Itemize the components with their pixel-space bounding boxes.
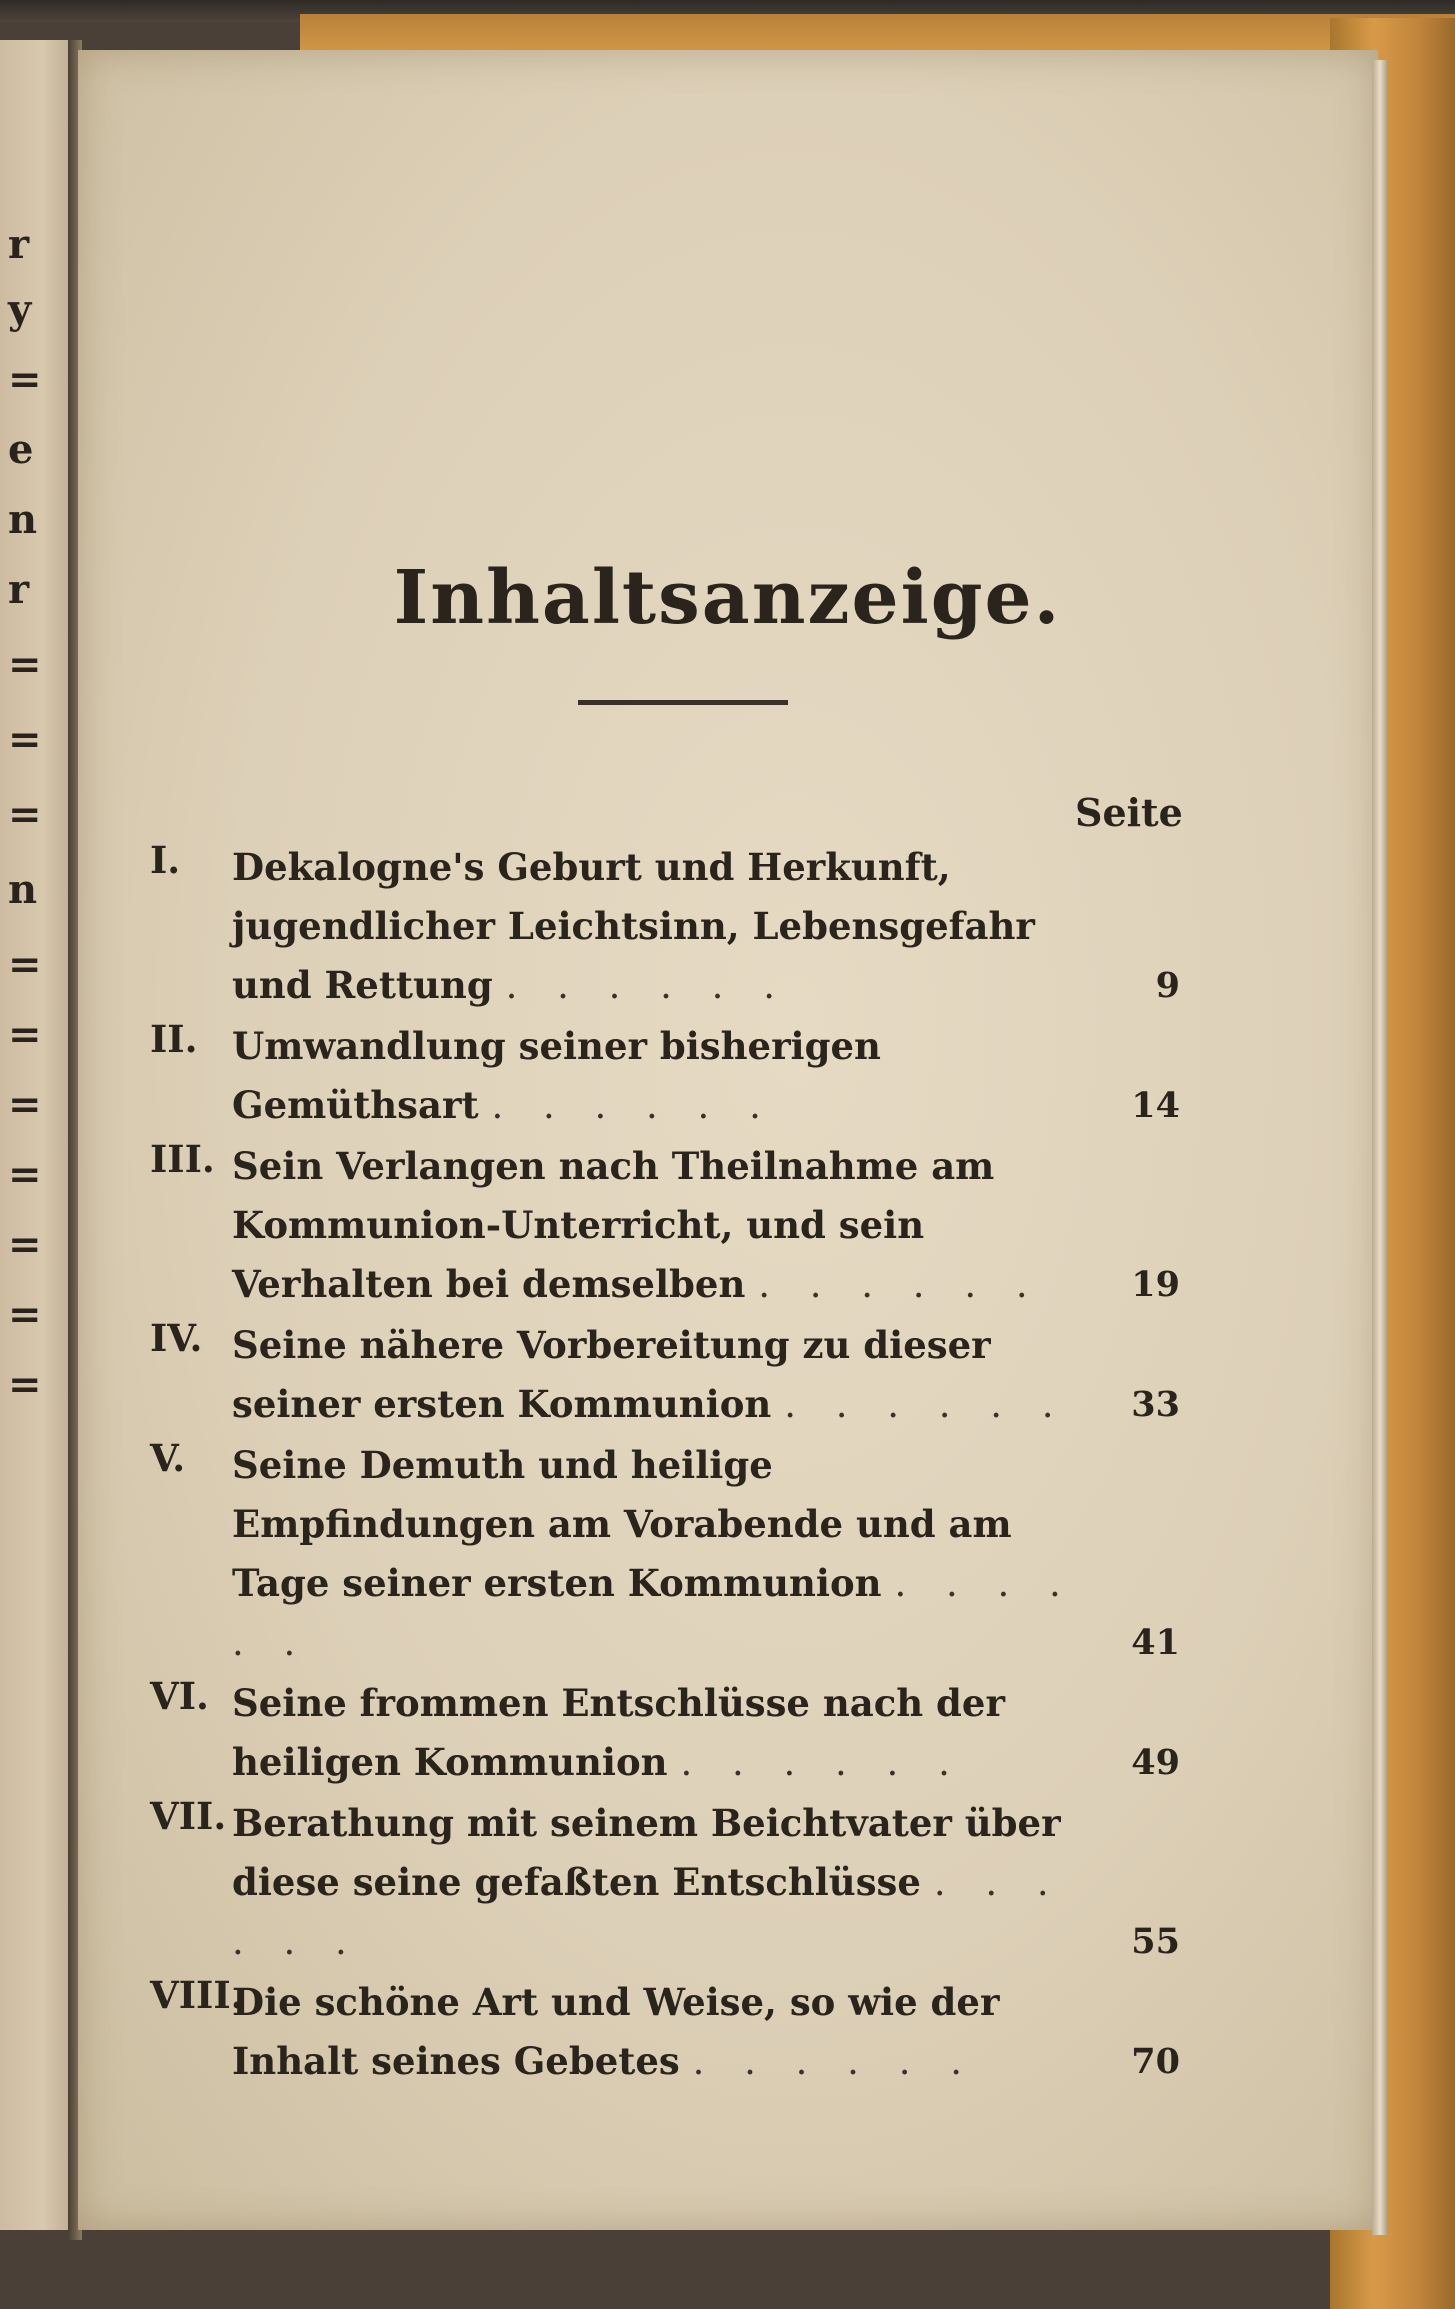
toc-entry-title: Sein Verlangen nach Theilnahme am Kommunion-Unterricht, und sein Verhalten bei demselben — [232, 1144, 995, 1306]
left-page-fragment: = — [8, 1361, 42, 1408]
toc-entry — [150, 1137, 1180, 1314]
toc-leader: . . . . . . — [784, 1383, 1068, 1426]
toc-entry-number: VII. — [150, 1794, 227, 1838]
toc-entry-number: VI. — [150, 1674, 209, 1718]
toc-leader: . . . . . . — [232, 1861, 1063, 1963]
left-page-fragment: = — [8, 1011, 42, 1058]
toc-entry-title: Die schöne Art und Weise, so wie der Inhalt seines Gebetes — [232, 1980, 1000, 2083]
facing-page-left — [0, 40, 72, 2230]
toc-entry-number: V. — [150, 1436, 186, 1480]
toc-entry — [150, 1973, 1180, 2091]
toc-entry — [150, 1316, 1180, 1434]
toc-entry-title: Seine nähere Vorbereitung zu dieser seiner ersten Kommunion — [232, 1323, 991, 1426]
toc-entry — [150, 1436, 1180, 1672]
left-page-fragment: n — [8, 866, 38, 913]
toc-entry-page: 41 — [1131, 1622, 1180, 1663]
left-page-fragment: = — [8, 941, 42, 988]
toc-entry-number: II. — [150, 1017, 198, 1061]
toc-entry-page: 49 — [1131, 1742, 1180, 1783]
toc-entry-page: 55 — [1131, 1921, 1180, 1962]
toc-entry-page: 14 — [1131, 1085, 1180, 1126]
left-page-fragment: = — [8, 641, 42, 688]
table-of-contents — [150, 838, 1180, 2093]
toc-leader: . . . . . . — [491, 1084, 775, 1127]
toc-leader: . . . . . . — [680, 1741, 964, 1784]
toc-entry-number: III. — [150, 1137, 215, 1181]
toc-leader: . . . . . . — [232, 1562, 1075, 1664]
toc-leader: . . . . . . — [692, 2040, 976, 2083]
left-page-fragment: r — [8, 221, 30, 268]
toc-entry-title: Seine frommen Entschlüsse nach der heiligen Kommunion — [232, 1681, 1005, 1784]
toc-entry-page: 70 — [1131, 2041, 1180, 2082]
toc-entry-page: 9 — [1155, 965, 1180, 1006]
toc-entry — [150, 1794, 1180, 1971]
toc-entry-number: I. — [150, 838, 181, 882]
page-title: Inhaltsanzeige. — [393, 555, 1062, 641]
toc-entry — [150, 1017, 1180, 1135]
left-page-fragment: r — [8, 566, 30, 613]
left-page-fragment: = — [8, 1081, 42, 1128]
left-page-fragment: = — [8, 356, 42, 403]
title-rule — [578, 700, 788, 705]
page-edge — [1372, 60, 1388, 2235]
left-page-fragment: y — [8, 286, 32, 333]
left-page-fragment: = — [8, 1291, 42, 1338]
toc-entry — [150, 1674, 1180, 1792]
page-column-label: Seite — [1075, 790, 1183, 835]
toc-entry — [150, 838, 1180, 1015]
toc-entry-title: Dekalogne's Geburt und Herkunft, jugendlicher Leichtsinn, Lebensgefahr und Rettung — [232, 845, 1035, 1007]
toc-entry-title: Umwandlung seiner bisherigen Gemüthsart — [232, 1024, 881, 1127]
left-page-fragment: = — [8, 716, 42, 763]
toc-entry-page: 33 — [1131, 1384, 1180, 1425]
toc-entry-title: Seine Demuth und heilige Empfindungen am Vorabende und am Tage seiner ersten Kommunion — [232, 1443, 1012, 1605]
left-page-fragment: = — [8, 1151, 42, 1198]
left-page-fragment: e — [8, 426, 34, 473]
toc-entry-number: IV. — [150, 1316, 203, 1360]
toc-leader: . . . . . . — [758, 1263, 1042, 1306]
toc-leader: . . . . . . — [505, 964, 789, 1007]
book-cover-top — [300, 14, 1455, 54]
toc-entry-title: Berathung mit seinem Beichtvater über diese seine gefaßten Entschlüsse — [232, 1801, 1061, 1904]
toc-entry-number: VIII. — [150, 1973, 244, 2017]
left-page-fragment: n — [8, 496, 38, 543]
left-page-fragment: = — [8, 1221, 42, 1268]
left-page-fragment: = — [8, 791, 42, 838]
toc-entry-page: 19 — [1131, 1264, 1180, 1305]
